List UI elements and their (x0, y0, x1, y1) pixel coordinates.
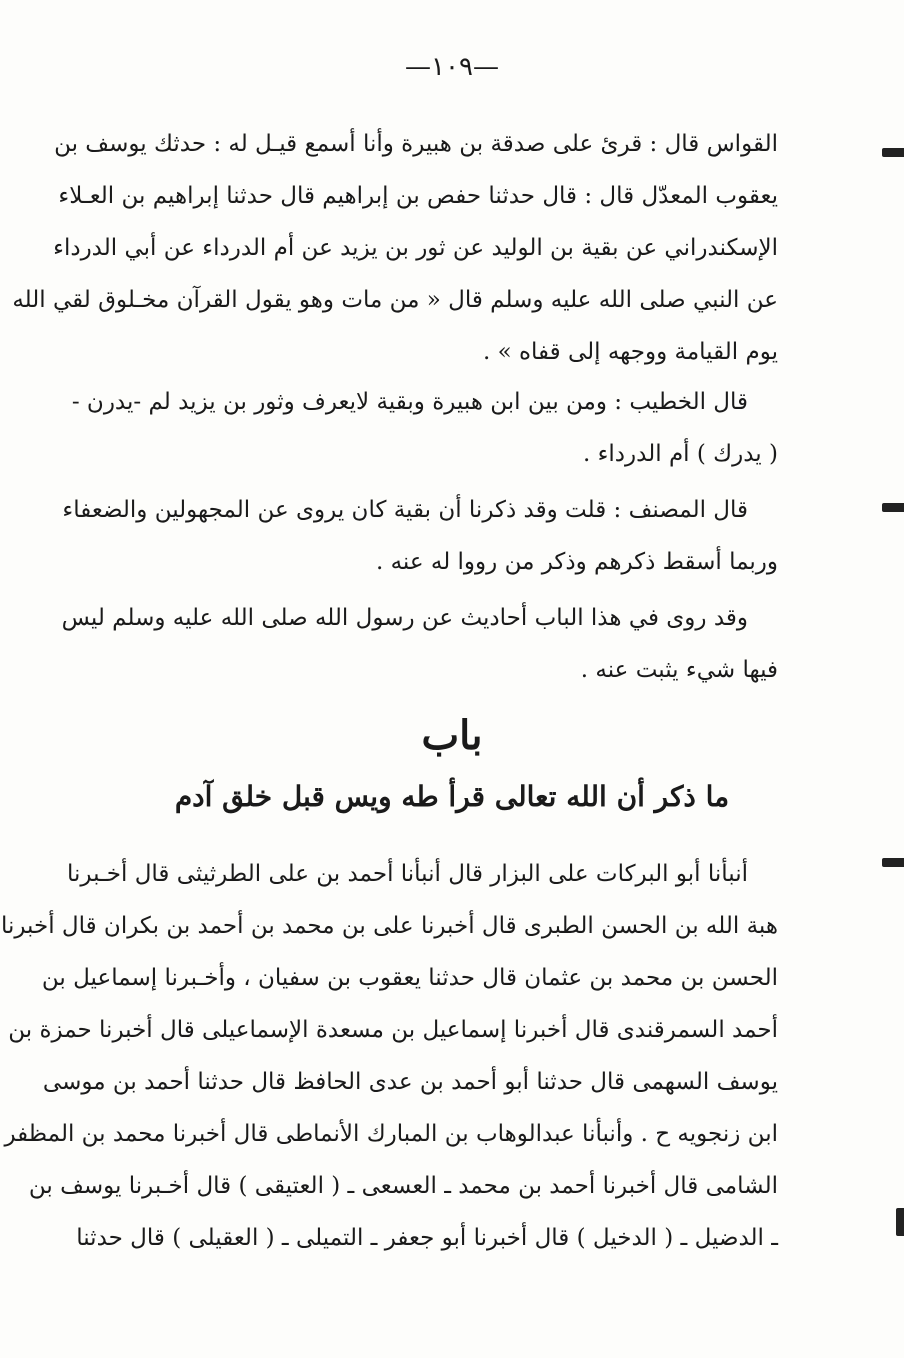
paragraph-2 (71, 376, 778, 480)
text-line: قال الخطيب : ومن بين ابن هبيرة وبقية لايعرف وثور بن يزيد لم -يدرن - (71, 389, 748, 415)
margin-mark (882, 503, 904, 512)
text-line: الحسن بن محمد بن عثمان قال حدثنا يعقوب بن سفيان ، وأخـبرنا إسماعيل بن (41, 965, 778, 991)
margin-mark (882, 858, 904, 867)
text-line: ابن زنجويه ح . وأنبأنا عبدالوهاب بن المبارك الأنماطى قال أخبرنا محمد بن المظفر (4, 1121, 778, 1147)
text-line: ـ الدضيل ـ ( الدخيل ) قال أخبرنا أبو جعفر ـ التميلى ـ ( العقيلى ) قال حدثنا (76, 1225, 778, 1251)
text-line: القواس قال : قرئ على صدقة بن هبيرة وأنا أسمع قيـل له : حدثك يوسف بن (54, 131, 778, 157)
text-line: الشامى قال أخبرنا أحمد بن محمد ـ العسعى ـ ( العتيقى ) قال أخـبرنا يوسف بن (28, 1173, 778, 1199)
text-line: فيها شيء يثبت عنه . (580, 657, 778, 683)
paragraph-5 (0, 848, 778, 1264)
margin-mark (882, 148, 904, 157)
text-line: الإسكندراني عن بقية بن الوليد عن ثور بن يزيد عن أم الدرداء عن أبي الدرداء (53, 235, 778, 261)
paragraph-4 (61, 592, 778, 696)
text-line: وقد روى في هذا الباب أحاديث عن رسول الله صلى الله عليه وسلم ليس (61, 605, 748, 631)
paragraph-3 (62, 484, 778, 588)
text-line: أنبأنا أبو البركات على البزار قال أنبأنا أحمد بن على الطرثيثى قال أخـبرنا (67, 861, 748, 887)
text-line: عن النبي صلى الله عليه وسلم قال « من مات وهو يقول القرآن مخـلوق لقي الله (12, 287, 778, 313)
paragraph-1 (12, 118, 778, 378)
text-line: أحمد السمرقندى قال أخبرنا إسماعيل بن مسعدة الإسماعيلى قال أخبرنا حمزة بن (8, 1017, 778, 1043)
text-line: ( يدرك ) أم الدرداء . (582, 441, 778, 467)
text-line: يوم القيامة ووجهه إلى قفاه » . (482, 339, 778, 365)
text-line: يعقوب المعدّل قال : قال حدثنا حفص بن إبراهيم قال حدثنا إبراهيم بن العـلاء (58, 183, 778, 209)
text-line: هبة الله بن الحسن الطبرى قال أخبرنا على بن محمد بن أحمد بن بكران قال أخبرنا (0, 913, 778, 939)
chapter-subtitle: ما ذكر أن الله تعالى قرأ طه ويس قبل خلق آدم (174, 780, 730, 813)
page-number: —١٠٩— (405, 52, 499, 82)
text-line: قال المصنف : قلت وقد ذكرنا أن بقية كان يروى عن المجهولين والضعفاء (62, 497, 748, 523)
chapter-title: باب (421, 712, 483, 759)
text-line: وربما أسقط ذكرهم وذكر من رووا له عنه . (375, 549, 778, 575)
margin-mark (896, 1208, 904, 1236)
text-line: يوسف السهمى قال حدثنا أبو أحمد بن عدى الحافظ قال حدثنا أحمد بن موسى (42, 1069, 778, 1095)
